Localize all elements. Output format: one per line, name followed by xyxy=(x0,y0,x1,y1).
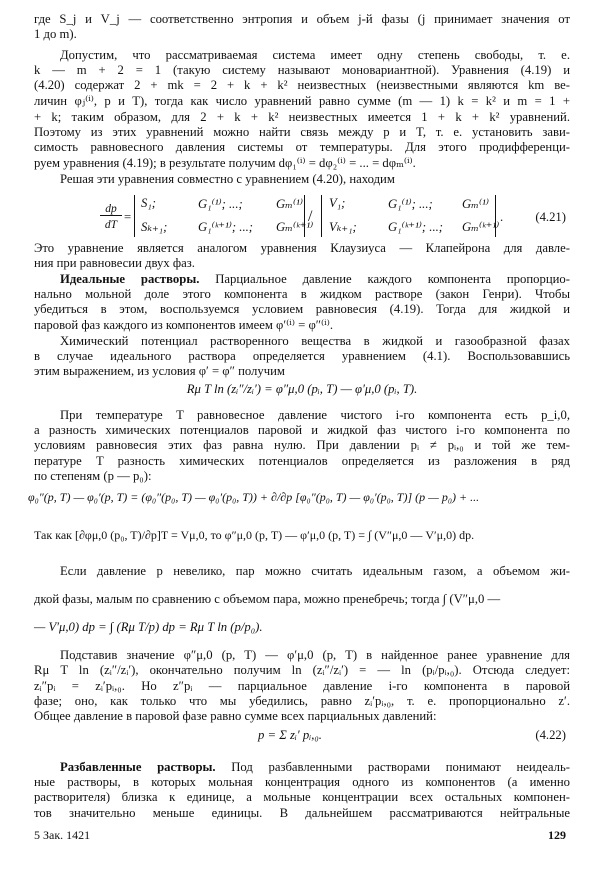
text-run: Парциальное давление каждого компонента пропорцио- xyxy=(215,272,570,286)
eq-dp: dp xyxy=(100,203,122,216)
text-line: личин φⱼ⁽ⁱ⁾, p и T), тогда как число уравнений равно сумме (m — 1) k = k² и m = 1 + xyxy=(34,94,570,108)
eq-term: V₁; xyxy=(329,196,346,210)
eq-period: . xyxy=(500,210,504,224)
text-line: Допустим, что рассматриваемая система имеет одну степень свободы, т. е. xyxy=(60,48,570,62)
text-line: в случае идеального раствора определяется уравнением (4.1). Воспользовавшись xyxy=(34,349,570,363)
eq-term: Gₘ⁽ᵏ⁺¹⁾ xyxy=(462,220,500,234)
det-bar xyxy=(495,195,496,237)
text-line: по степеням (p — p₀): xyxy=(34,469,152,483)
text-line: ния при равновесии двух фаз. xyxy=(34,256,195,270)
text-line xyxy=(34,760,570,775)
text-line: симость равновесного давления системы от температуры. Для этого продифференци- xyxy=(34,140,570,154)
text-run: Под разбавленными растворами понимают неидеаль- xyxy=(231,760,570,774)
text-line: условиям равновесия этих фаз равна нулю. При давлении pᵢ ≠ pᵢ,₀ и той же тем- xyxy=(34,438,570,452)
det-bar xyxy=(321,195,322,237)
eq-term: Vₖ₊₁; xyxy=(329,220,357,234)
text-line: где S_j и V_j — соответственно энтропия и объем j-й фазы (j принимает значения от xyxy=(34,12,570,26)
text-line: Это уравнение является аналогом уравнения Клаузиуса — Клапейрона для давле- xyxy=(34,241,570,255)
text-line: а разность химических потенциалов паровой и жидкой фаз чистого i-го компонента по xyxy=(34,423,570,437)
equation-number: (4.21) xyxy=(535,210,566,224)
text-line: Поэтому из этих уравнений можно найти связь между p и T, т. е. установить зави- xyxy=(34,125,570,139)
text-line: пературе T разность химических потенциалов определяется из разложения в ряд xyxy=(34,454,570,468)
text-line: фазе; оно, как только что мы убедились, равно zᵢ′pᵢ,₀, т. е. пропорционально z′. xyxy=(34,694,570,708)
text-line: тов значительно меньше единицы. В дальнейшем рассматриваются нейтральные xyxy=(34,806,570,820)
text-line: Подставив значение φ″μ,0 (p, T) — φ′μ,0 (p, T) в найденное ранее уравнение для xyxy=(60,648,570,662)
eq-term: G₁⁽ᵏ⁺¹⁾; ...; xyxy=(198,220,254,234)
eq-term: Gₘ⁽¹⁾ xyxy=(276,197,303,211)
equation: Rμ T ln (zᵢ″/zᵢ′) = φ″μ,0 (pᵢ, T) — φ′μ,0 (pᵢ, T). xyxy=(186,382,418,396)
text-line: k — m + 2 = 1 (такую систему называют моновариантной). Уравнения (4.19) и xyxy=(34,63,570,77)
text-line: Rμ T ln (zᵢ″/zᵢ′), окончательно получим ln (zᵢ″/zᵢ′) = — ln (pᵢ/pᵢ,₀). Отсюда следует: xyxy=(34,663,570,677)
text-line: Если давление p невелико, пар можно считать идеальным газом, а объемом жи- xyxy=(60,564,570,578)
equation: — V′μ,0) dp = ∫ (Rμ T/p) dp = Rμ T ln (p/p₀). xyxy=(34,620,263,634)
text-line: zᵢ″pᵢ = zᵢ′pᵢ,₀. Но z″pᵢ — парциальное давление i-го компонента в паровой xyxy=(34,679,570,693)
text-line: убедиться в этом, воспользуемся условием равновесия (4.19). Тогда для жидкой и xyxy=(34,302,570,316)
section-heading: Идеальные растворы. xyxy=(60,272,200,286)
det-bar xyxy=(134,195,135,237)
eq-dt: dT xyxy=(104,219,118,231)
text-line: этим выражением, из условия φ′ = φ″ получим xyxy=(34,364,285,378)
eq-slash: / xyxy=(308,208,313,225)
text-line: + k; таким образом, для 2 + k + k² неизвестных имеется 1 + k + k² уравнений. xyxy=(34,110,570,124)
text-line: (4.20) содержат 2 + mk = 2 + k + k² неизвестных (неизвестными являются km ве- xyxy=(34,78,570,92)
eq-term: G₁⁽¹⁾; ...; xyxy=(388,197,433,211)
text-line: 1 до m). xyxy=(34,27,77,41)
eq-term: Sₖ₊₁; xyxy=(141,220,168,234)
eq-equals: = xyxy=(124,210,132,224)
page-number: 129 xyxy=(548,828,566,842)
footer-signature: 5 Зак. 1421 xyxy=(34,828,91,842)
text-line: паровой фаз каждого из компонентов имеем φ′⁽ⁱ⁾ = φ″⁽ⁱ⁾. xyxy=(34,318,334,332)
text-line: руем уравнения (4.19); в результате получим dφ₁⁽ⁱ⁾ = dφ₂⁽ⁱ⁾ = ... = dφₘ⁽ⁱ⁾. xyxy=(34,156,416,170)
text-line: ные растворы, в которых мольная концентрация одного из компонентов (а именно xyxy=(34,775,570,789)
text-line: Химический потенциал растворенного вещества в жидкой и газообразной фазах xyxy=(60,334,570,348)
eq-term: Gₘ⁽ᵏ⁺¹⁾ xyxy=(276,220,314,234)
text-line: нально мольной доле этого компонента в жидком растворе (закон Генри). Чтобы xyxy=(34,287,570,301)
eq-term: G₁⁽ᵏ⁺¹⁾; ...; xyxy=(388,220,444,234)
text-line: При температуре T равновесное давление чистого i-го компонента есть p_i,0, xyxy=(60,408,570,422)
text-line: Общее давление в паровой фазе равно сумме всех парциальных давлений: xyxy=(34,709,437,723)
eq-term: S₁; xyxy=(141,196,156,210)
text-line: растворителя) близка к единице, а мольные концентрации всех остальных компонен- xyxy=(34,790,570,804)
det-bar xyxy=(304,195,305,237)
text-line xyxy=(34,272,570,287)
equation-4-22: p = Σ zᵢ′ pᵢ,₀. xyxy=(258,728,322,742)
section-heading: Разбавленные растворы. xyxy=(60,760,216,774)
eq-term: Gₘ⁽¹⁾ xyxy=(462,197,489,211)
equation: Так как [∂φμ,0 (p₀, T)/∂p]T = Vμ,0, то φ″μ,0 (p, T) — φ′μ,0 (p, T) = ∫ (V″μ,0 — V′μ,0) dp. xyxy=(34,528,475,542)
equation: φ₀″(p, T) — φ₀′(p, T) = (φ₀″(p₀, T) — φ₀′(p₀, T)) + ∂/∂p [φ₀″(p₀, T) — φ₀′(p₀, T)] (p — p₀) + ... xyxy=(28,490,480,504)
equation-number: (4.22) xyxy=(535,728,566,742)
eq-term: G₁⁽¹⁾; ...; xyxy=(198,197,243,211)
text-line: Решая эти уравнения совместно с уравнением (4.20), находим xyxy=(60,172,395,186)
text-line: дкой фазы, малым по сравнению с объемом пара, можно пренебречь; тогда ∫ (V″μ,0 — xyxy=(34,592,501,606)
